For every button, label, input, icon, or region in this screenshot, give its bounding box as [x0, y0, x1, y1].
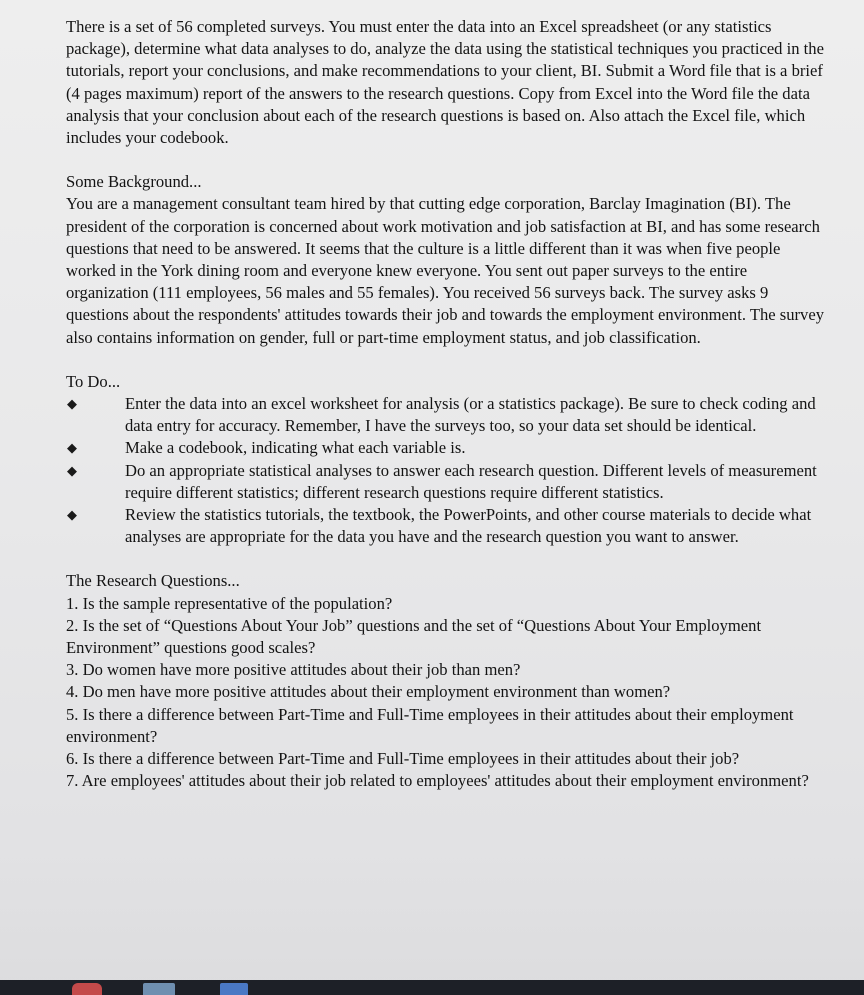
- app-icon[interactable]: [143, 983, 175, 995]
- intro-paragraph: There is a set of 56 completed surveys. You must enter the data into an Excel spreadsheet (or any statistics package), determine what data analyses to do, analyze the data using the statistical techniques you practiced in the tutorials, report your conclusions, and make recommendations to your client, BI. Submit a Word file that is a brief (4 pages maximum) report of the answers to the research questions. Copy from Excel into the Word file the data analysis that your conclusion about each of the research questions is based on. Also attach the Excel file, which includes your codebook.: [66, 17, 824, 148]
- todo-list: [66, 393, 826, 548]
- document-page: [66, 16, 826, 793]
- app-icon[interactable]: [72, 983, 102, 995]
- spacer: [66, 149, 826, 171]
- background-heading: Some Background...: [66, 172, 202, 192]
- todo-item-text: Make a codebook, indicating what each variable is.: [125, 438, 466, 458]
- diamond-bullet-icon: ◆: [67, 462, 77, 478]
- research-question: 4. Do men have more positive attitudes about their employment environment than women?: [66, 682, 671, 702]
- todo-item-text: Do an appropriate statistical analyses to answer each research question. Different levels of measurement require different statistics; different research questions require different statistics.: [125, 460, 817, 502]
- research-heading: The Research Questions...: [66, 571, 240, 591]
- research-question: 2. Is the set of “Questions About Your Job” questions and the set of “Questions About Your Employment Environment” questions good scales?: [66, 615, 762, 658]
- research-question: 5. Is there a difference between Part-Time and Full-Time employees in their attitudes about their employment environment?: [66, 704, 794, 746]
- research-question: 1. Is the sample representative of the population?: [66, 593, 393, 613]
- diamond-bullet-icon: ◆: [67, 507, 77, 523]
- todo-item: [66, 393, 826, 437]
- research-question: 7. Are employees' attitudes about their job related to employees' attitudes about their employment environment?: [66, 771, 809, 791]
- research-question: 6. Is there a difference between Part-Time and Full-Time employees in their attitudes about their job?: [66, 749, 740, 769]
- spacer: [66, 548, 826, 570]
- todo-heading: To Do...: [66, 371, 121, 391]
- diamond-bullet-icon: ◆: [67, 440, 77, 456]
- todo-item-text: Review the statistics tutorials, the textbook, the PowerPoints, and other course materials to decide what analyses are appropriate for the data you have and the research question you want to answer.: [125, 505, 812, 547]
- background-paragraph: You are a management consultant team hired by that cutting edge corporation, Barclay Imagination (BI). The president of the corporation is concerned about work motivation and job satisfaction at BI, and has some research questions that need to be answered. It seems that the culture is a little different than it was when five people worked in the York dining room and everyone knew everyone. You sent out paper surveys to the entire organization (111 employees, 56 males and 55 females). You received 56 surveys back. The survey asks 9 questions about the respondents' attitudes towards their job and towards the employment environment. The survey also contains information on gender, full or part-time employment status, and job classification.: [66, 194, 825, 347]
- todo-item-text: Enter the data into an excel worksheet for analysis (or a statistics package). Be sure to check coding and data entry for accuracy. Remember, I have the surveys too, so your data set should be identical.: [125, 394, 816, 436]
- research-question: 3. Do women have more positive attitudes about their job than men?: [66, 660, 521, 680]
- todo-item: [66, 504, 826, 548]
- todo-item: [66, 437, 826, 459]
- diamond-bullet-icon: ◆: [67, 396, 77, 412]
- taskbar: [0, 980, 864, 995]
- research-question-list: [66, 593, 826, 793]
- app-icon[interactable]: [220, 983, 248, 995]
- todo-item: [66, 460, 826, 504]
- spacer: [66, 349, 826, 371]
